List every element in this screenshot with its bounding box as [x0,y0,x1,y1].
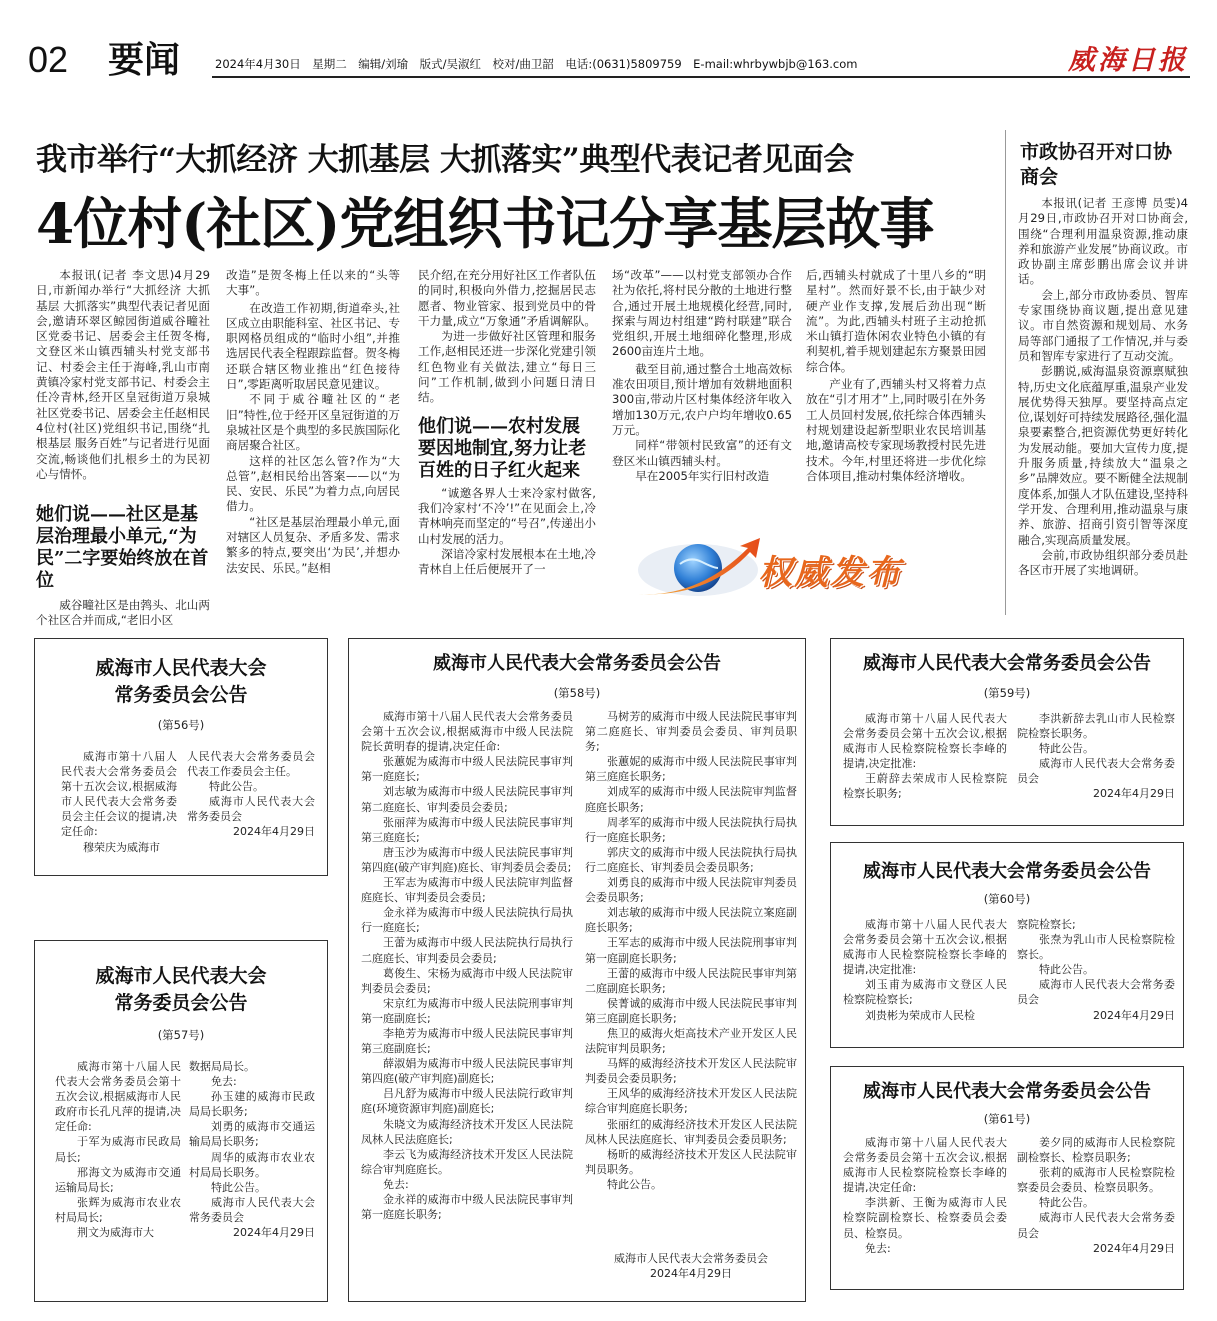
notice-text: 威海市第十八届人民代表大会常务委员会第十五次会议,根据威海市人民检察院检察长李峰的提请,决定批准: [843,712,1007,771]
column-divider [1005,130,1006,615]
lead-column-4 [612,268,792,484]
lead-paragraph: 本报讯(记者 李文思)4月29日,市新闻办举行“大抓经济 大抓基层 大抓落实”典型代表记者见面会,邀请环翠区鲸园街道威谷疃社区党委书记、居委会主任贺冬梅,文登区米山镇西辅头村党支部书记、村委会主任于海峰,乳山市南黄镇冷家村党支部书记、村委会主任冷青林,经开区皇冠街道万泉城社区党委书记、居委会主任赵相民4位村(社区)党组织书记,围绕“扎根基层 服务百姓”与记者进行见面交流,畅谈他们扎根乡土的为民初心与情怀。 [36,268,210,481]
notice-56 [34,638,328,876]
notice-number: (第61号) [983,1112,1031,1126]
notice-title: 常务委员会公告 [114,992,248,1014]
notice-text: 王军志的威海市中级人民法院刑事审判第一庭副庭长职务; [585,936,797,965]
notice-text: 刘勇良的威海市中级人民法院审判委员会委员职务; [585,876,797,905]
lead-paragraph: 后,西辅头村就成了十里八乡的“明星村”。然而好景不长,由于缺少对硬产业作支撑,发展后劲出现“断流”。为此,西辅头村班子主动抢抓米山镇打造休闲农业特色小镇的有利契机,着手规划建起东方聚景田园综合体。 [806,268,986,374]
notice-date: 2024年4月29日 [233,825,315,839]
lead-paragraph: “诚邀各界人士来冷家村做客,我们冷家村‘不冷’!”在见面会上,冷青林响亮而坚定的“号召”,传递出小山村发展的活力。 [418,485,597,546]
notice-text: 穆荣庆为威海市 [83,840,160,854]
notice-date: 2024年4月29日 [1093,1008,1175,1022]
lead-paragraph: 截至目前,通过整合土地高效标准农田项目,预计增加有效耕地面积300亩,带动片区村集体经济年收入增加130万元,农户户均年增收0.65万元。 [612,361,792,437]
notice-column-right [1017,917,1175,1023]
notice-text: 李洪新辞去乳山市人民检察院检察长职务。 [1017,712,1175,741]
notice-text: 金永祥为威海市中级人民法院执行局执行一庭庭长; [361,906,573,935]
notice-text: 特此公告。 [1039,963,1094,977]
notice-text: 马树芳的威海市中级人民法院民事审判第二庭庭长、审判委员会委员、审判员职务; [585,710,797,754]
lead-subhead-2: 他们说——农村发展要因地制宜,努力让老百姓的日子红火起来 [418,415,587,481]
notice-text: 吕凡舒为威海市中级人民法院行政审判庭(环境资源审判庭)副庭长; [361,1087,573,1116]
notice-text: 郭庆文的威海市中级人民法院执行局执行二庭庭长、审判委员会委员职务; [585,845,797,874]
notice-text: 邢海文为威海市交通运输局局长; [55,1165,181,1194]
notice-text: 张蕙妮的威海市中级人民法院民事审判第三庭庭长职务; [585,755,797,784]
lead-column-5 [806,268,986,484]
notice-text: 金永祥的威海市中级人民法院民事审判第一庭庭长职务; [361,1193,573,1222]
notice-text: 葛俊生、宋杨为威海市中级人民法院审判委员会委员; [361,966,573,995]
side-article-body [1018,196,1188,578]
notice-text: 刘玉甫为威海市文登区人民检察院检察长; [843,978,1007,1007]
notice-column-right [1017,1135,1175,1256]
notice-column-left [843,711,1007,802]
notice-signer: 威海市人民代表大会常务委员会 [1017,1211,1175,1240]
notice-signer: 威海市人民代表大会常务委员会 [1017,757,1175,786]
notice-text: 威海市第十八届人民代表大会常务委员会第十五次会议,根据威海市人民检察院检察长李峰的提请,决定批准: [843,918,1007,977]
section-title: 要闻 [108,39,181,81]
lead-column-1 [36,268,210,629]
notice-61 [830,1066,1184,1290]
notice-58 [348,638,806,1302]
notice-text: 刘勇的威海市交通运输局局长职务; [189,1120,315,1149]
notice-text: 侯菁诚的威海市中级人民法院民事审判第三庭副庭长职务; [585,996,797,1025]
notice-text: 威海市第十八届人民代表大会常务委员会第十五次会议,根据威海市中级人民法院院长黄明春的提请,决定任命: [361,710,573,754]
header-rule [212,76,1190,78]
lead-paragraph: “社区是基层治理最小单元,面对辖区人员复杂、矛盾多发、需求繁多的特点,要突出‘为民’,并想办法安民、乐民。”赵相 [226,514,400,575]
notice-text: 特此公告。 [1039,742,1094,756]
notice-text: 杨昕的威海经济技术开发区人民法院审判员职务。 [585,1147,797,1176]
notice-text: 薛淑娟为威海市中级人民法院民事审判第四庭(破产审判庭)副庭长; [361,1057,573,1086]
notice-text: 特此公告。 [1039,1196,1094,1210]
notice-text: 数据局局长。 [189,1060,255,1073]
notice-signer: 威海市人民代表大会常务委员会 [189,1195,315,1224]
notice-60 [830,842,1184,1048]
notice-text: 人民代表大会常务委员会代表工作委员会主任。 [187,750,315,779]
notice-title: 威海市人民代表大会 [95,657,267,679]
notice-text: 张焘为乳山市人民检察院检察长。 [1017,933,1175,962]
notice-title: 威海市人民代表大会常务委员会公告 [863,653,1151,674]
notice-column-right [1017,711,1175,802]
notice-text: 免去: [383,1177,409,1191]
notice-text: 王蕾的威海市中级人民法院民事审判第二庭副庭长职务; [585,966,797,995]
notice-text: 察院检察长; [1017,918,1076,931]
notice-text: 李洪新、王衡为威海市人民检察院副检察长、检察委员会委员、检察员。 [843,1196,1007,1240]
lead-paragraph: 民介绍,在充分用好社区工作者队伍的同时,积极向外借力,挖掘居民志愿者、物业管家、报到党员中的骨干力量,成立“万象通”矛盾调解队。 [418,268,597,328]
lead-headline: 4位村(社区)党组织书记分享基层故事 [36,191,934,256]
notice-column-right [187,749,315,840]
masthead-logo: 威海日报 [1068,45,1188,76]
page-number: 02 [28,39,69,80]
notice-text: 免去: [865,1241,891,1255]
lead-paragraph: 同样“带领村民致富”的还有文登区米山镇西辅头村。 [612,438,792,468]
notice-number: (第60号) [983,892,1031,906]
notice-text: 王军志为威海市中级人民法院审判监督庭庭长、审判委员会委员; [361,876,573,905]
notice-text: 刘志敏为威海市中级人民法院民事审判第二庭庭长、审判委员会委员; [361,785,573,814]
notice-text: 焦卫的威海火炬高技术产业开发区人民法院审判员职务; [585,1026,797,1056]
side-paragraph: 会前,市政协组织部分委员赴各区市开展了实地调研。 [1018,547,1188,578]
notice-text: 威海市第十八届人民代表大会常务委员会第十五次会议,根据威海市人民检察院检察长李峰的提请,决定任命: [843,1136,1007,1195]
notice-date: 2024年4月29日 [1093,787,1175,801]
notice-date: 2024年4月29日 [233,1226,315,1240]
notice-text: 王蔚辞去荣成市人民检察院检察长职务; [843,772,1007,801]
notice-number: (第59号) [983,686,1031,700]
notice-text: 王蕾为威海市中级人民法院执行局执行二庭庭长、审判委员会委员; [361,936,573,965]
notice-number: (第58号) [553,686,601,700]
notice-title: 威海市人民代表大会常务委员会公告 [433,653,721,674]
notice-number: (第56号) [157,718,205,732]
notice-text: 马辉的威海经济技术开发区人民法院审判委员会委员职务; [585,1057,797,1086]
lead-kicker: 我市举行“大抓经济 大抓基层 大抓落实”典型代表记者见面会 [36,142,854,178]
lead-column-3 [418,268,596,577]
notice-text: 特此公告。 [209,780,264,794]
notice-column-right [189,1059,315,1240]
notice-text: 威海市第十八届人民代表大会常务委员会第十五次会议,根据威海市人民政府市长孔凡萍的提请,决定任命: [55,1060,181,1134]
notice-date: 2024年4月29日 [1093,1241,1175,1255]
notice-signer: 威海市人民代表大会常务委员会 [614,1252,768,1265]
notice-signer: 威海市人民代表大会常务委员会 [187,795,315,824]
notice-57 [34,940,328,1302]
notice-number: (第57号) [157,1028,205,1042]
authority-release-label: 权威发布 [758,553,902,593]
notice-text: 刘成军的威海市中级人民法院审判监督庭庭长职务; [585,785,797,814]
notice-text: 刘志敏的威海市中级人民法院立案庭副庭长职务; [585,906,797,935]
notice-column-left [55,1059,181,1240]
notice-column-left [361,709,573,1222]
notice-text: 李云飞为威海经济技术开发区人民法院综合审判庭庭长。 [361,1147,573,1176]
notice-text: 张丽红的威海经济技术开发区人民法院凤林人民法庭庭长、审判委员会委员职务; [585,1117,797,1146]
notice-text: 孙玉建的威海市民政局局长职务; [189,1090,315,1119]
notice-column-left [843,1135,1007,1256]
notice-column-right [585,709,797,1192]
issue-meta: 2024年4月30日 星期二 编辑/刘瑜 版式/吴淑红 校对/曲卫韶 电话:(0631)5809759 E-mail:whrbywbjb@163.com [215,57,858,71]
notice-text: 威海市第十八届人民代表大会常务委员会第十五次会议,根据威海市人民代表大会常务委员会主任会议的提请,决定任命: [61,750,177,839]
notice-59 [830,638,1184,826]
notice-text: 于军为威海市民政局局长; [55,1135,181,1164]
lead-paragraph: 产业有了,西辅头村又将着力点放在“引才用才”上,同时吸引在外务工人员回村发展,依托综合体西辅头村规划建设起新型职业农民培训基地,邀请高校专家现场教授村民先进技术。今年,村里还将进一步优化综合体项目,推动村集体经济增收。 [806,377,986,483]
notice-text: 张丽萍为威海市中级人民法院民事审判第三庭庭长; [361,815,573,844]
lead-paragraph: 改造”是贺冬梅上任以来的“头等大事”。 [226,268,400,298]
notice-title: 威海市人民代表大会常务委员会公告 [863,861,1151,882]
notice-footer [585,1251,797,1281]
lead-paragraph: 这样的社区怎么管?作为“大总管”,赵相民给出答案——以“为民、安民、乐民”为着力点,向居民借力。 [226,453,400,514]
notice-text: 姜夕同的威海市人民检察院副检察长、检察员职务; [1017,1136,1175,1165]
side-paragraph: 本报讯(记者 王彦博 员雯)4月29日,市政协召开对口协商会,围绕“合理利用温泉资源,推动康养和旅游产业发展”协商议政。市政协副主席彭鹏出席会议并讲话。 [1018,196,1188,287]
lead-paragraph: 威谷疃社区是由鹁头、北山两个社区合并而成,“老旧小区 [36,598,210,628]
lead-paragraph: 早在2005年实行旧村改造 [635,468,770,483]
lead-column-2 [226,268,400,576]
lead-paragraph: 场“改革”——以村党支部领办合作社为依托,将村民分散的土地进行整合,通过开展土地规模化经营,同时,探索与周边村组建“跨村联建”联合党组织,开展土地细碎化整理,形成2600亩连片土地。 [612,268,792,359]
notice-title: 威海市人民代表大会 [95,965,267,987]
page-header [0,0,1217,90]
notice-text: 张莉的威海市人民检察院检察委员会委员、检察员职务。 [1017,1166,1175,1195]
lead-paragraph: 在改造工作初期,街道牵头,社区成立由职能科室、社区书记、专职网格员组成的“临时小组”,并推选居民代表全程跟踪监督。贺冬梅还联合辖区物业推出“红色接待日”,零距离听取居民意见建议。 [226,300,400,392]
notice-text: 李艳芳为威海市中级人民法院民事审判第三庭副庭长; [361,1026,573,1056]
notice-text: 周孝军的威海市中级人民法院执行局执行一庭庭长职务; [585,815,797,844]
lead-paragraph: 为进一步做好社区管理和服务工作,赵相民还进一步深化党建引领红色物业有关做法,建立“每日三问”工作机制,做到小问题日清日结。 [418,329,596,405]
notice-text: 周华的威海市农业农村局局长职务。 [189,1150,315,1179]
notice-date: 2024年4月29日 [650,1267,732,1281]
notice-text: 特此公告。 [607,1177,662,1191]
notice-text: 王风华的威海经济技术开发区人民法院综合审判庭庭长职务; [585,1087,797,1116]
notice-column-left [843,917,1007,1023]
notice-text: 唐玉沙为威海市中级人民法院民事审判第四庭(破产审判庭)庭长、审判委员会委员; [361,845,573,874]
lead-subhead-1: 她们说——社区是基层治理最小单元,“为民”二字要始终放在首位 [36,504,209,592]
notice-title: 威海市人民代表大会常务委员会公告 [863,1081,1151,1102]
notice-signer: 威海市人民代表大会常务委员会 [1017,978,1175,1007]
notice-text: 朱晓文为威海经济技术开发区人民法院凤林人民法庭庭长; [361,1117,573,1146]
notice-text: 张辉为威海市农业农村局局长; [55,1195,181,1224]
notice-text: 特此公告。 [211,1180,266,1194]
notice-text: 宋京红为威海市中级人民法院刑事审判第一庭副庭长; [361,996,573,1025]
notice-text: 刘贵彬为荣成市人民检 [865,1008,975,1022]
notice-title: 常务委员会公告 [114,684,248,706]
lead-paragraph: 不同于威谷疃社区的“老旧”特性,位于经开区皇冠街道的万泉城社区是个典型的多民族国际化商居聚合社区。 [226,392,400,453]
side-article-title: 市政协召开对口协商会 [1020,141,1173,188]
side-paragraph: 会上,部分市政协委员、智库专家围绕协商议题,提出意见建议。市自然资源和规划局、水务局等部门通报了工作情况,并与委员和智库专家进行了互动交流。 [1018,287,1188,363]
side-paragraph: 彭鹏说,威海温泉资源禀赋独特,历史文化底蕴厚重,温泉产业发展优势得天独厚。要坚持高点定位,谋划好可持续发展路径,强化温泉要素整合,把资源优势更好转化为发展动能。要加大宣传力度,提升服务质量,持续放大“温泉之乡”品牌效应。要不断健全法规制度体系,加强人才队伍建设,坚持科学开发、合理利用,推动温泉与康养、旅游、招商引资引智等深度融合,实现高质量发展。 [1018,364,1188,547]
notice-text: 免去: [211,1075,237,1089]
notice-text: 荆文为威海市大 [77,1226,154,1240]
notice-column-left [61,749,177,855]
lead-paragraph: 深谙冷家村发展根本在土地,冷青林自上任后便展开了一 [418,546,596,577]
notice-text: 张蕙妮为威海市中级人民法院民事审判第一庭庭长; [361,755,573,784]
